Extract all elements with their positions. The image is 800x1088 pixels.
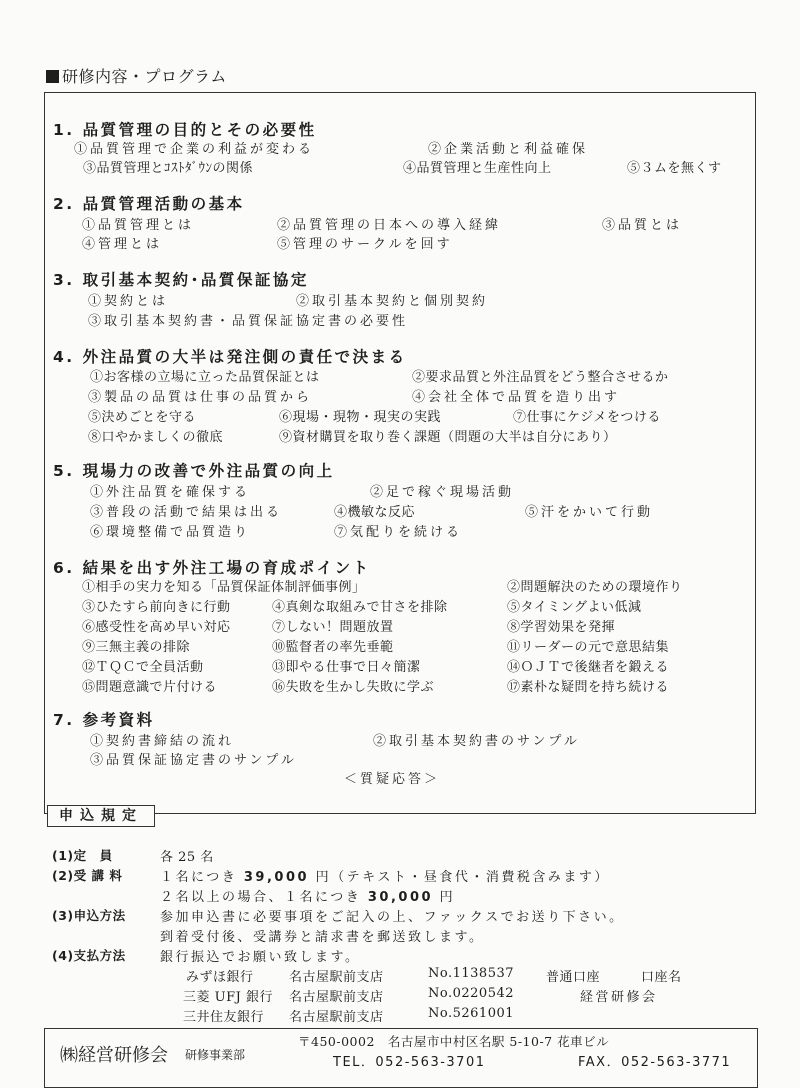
- section-5-item: ⑦気配りを続ける: [334, 525, 463, 540]
- bank-branch: 名古屋駅前支店: [289, 990, 384, 1005]
- section-4-item: ①お客様の立場に立った品質保証とは: [90, 370, 320, 385]
- address: 〒450-0002 名古屋市中村区名駅 5-10-7 花車ビル: [298, 1034, 610, 1049]
- section-6-item: ①相手の実力を知る「品質保証体制評価事例」: [82, 580, 366, 595]
- section-6-item: ⑥感受性を高め早い対応: [82, 620, 231, 635]
- section-1-item: ⑤３ムを無くす: [627, 161, 722, 176]
- department: 研修事業部: [185, 1048, 246, 1062]
- section-6-item: ②問題解決のための環境作り: [507, 580, 683, 595]
- method-line: 参加申込書に必要事項をご記入の上、ファックスでお送り下さい。: [160, 910, 625, 925]
- section-1-heading: 1. 品質管理の目的とその必要性: [53, 121, 317, 139]
- section-2-item: ①品質管理とは: [82, 218, 195, 233]
- section-2-heading: 2. 品質管理活動の基本: [53, 195, 245, 213]
- section-6-item: ⑧学習効果を発揮: [507, 620, 616, 635]
- section-5-item: ④機敏な反応: [334, 505, 416, 520]
- section-3-item: ③取引基本契約書・品質保証協定書の必要性: [88, 314, 409, 329]
- account-name: 経営研修会: [580, 990, 658, 1005]
- bank-name: みずほ銀行: [186, 970, 254, 985]
- section-5-item: ③普段の活動で結果は出る: [90, 505, 283, 520]
- section-1-item: ③品質管理とｺｽﾄﾀﾞｳﾝの関係: [83, 161, 254, 176]
- section-1-item: ②企業活動と利益確保: [428, 142, 589, 157]
- section-4-item: ④会社全体で品質を造り出す: [412, 390, 621, 405]
- section-5-item: ①外注品質を確保する: [90, 485, 251, 500]
- section-6-item: ⑰素朴な疑問を持ち続ける: [507, 680, 670, 695]
- section-2-item: ④管理とは: [82, 237, 163, 252]
- capacity-label: (1)定 員: [52, 848, 113, 863]
- section-4-item: ⑦仕事にケジメをつける: [513, 410, 661, 425]
- telephone: TEL．052-563-3701: [333, 1055, 486, 1070]
- section-7-item: ②取引基本契約書のサンプル: [373, 734, 580, 749]
- fee-label: (2)受 講 料: [52, 868, 123, 883]
- section-4-item: ③製品の品質は仕事の品質から: [88, 390, 313, 405]
- account-number: No.5261001: [428, 1006, 515, 1021]
- section-6-item: ③ひたすら前向きに行動: [82, 600, 231, 615]
- fee-text: 円: [433, 890, 456, 905]
- section-4-item: ②要求品質と外注品質をどう整合させるか: [412, 370, 669, 385]
- section-4-item: ⑧口やかましくの徹底: [88, 430, 224, 445]
- section-6-item: ⑨三無主義の排除: [82, 640, 191, 655]
- section-4-item: ⑨資材購買を取り巻く課題（問題の大半は自分にあり）: [279, 430, 617, 445]
- square-bullet-icon: [46, 70, 59, 83]
- fee-text: 円（テキスト・昼食代・消費税含みます）: [309, 870, 610, 885]
- section-5-item: ⑤汗をかいて行動: [525, 505, 654, 520]
- section-3-heading: 3. 取引基本契約･品質保証協定: [53, 271, 309, 289]
- section-5-item: ②足で稼ぐ現場活動: [370, 485, 515, 500]
- section-7-item: ①契約書締結の流れ: [90, 734, 235, 749]
- section-1-item: ①品質管理で企業の利益が変わる: [74, 142, 315, 157]
- section-7-heading: 7. 参考資料: [53, 711, 155, 729]
- section-6-item: ⑤タイミングよい低減: [507, 600, 642, 615]
- capacity-value: 各 25 名: [160, 850, 214, 865]
- section-6-item: ⑪リーダーの元で意思結集: [507, 640, 670, 655]
- section-6-item: ⑦しない！問題放置: [272, 620, 394, 635]
- program-header: [46, 64, 227, 87]
- qa-label: ＜質疑応答＞: [344, 772, 441, 787]
- section-5-heading: 5. 現場力の改善で外注品質の向上: [53, 462, 335, 480]
- section-4-heading: 4. 外注品質の大半は発注側の責任で決まる: [53, 348, 407, 366]
- bank-name: 三井住友銀行: [183, 1010, 265, 1025]
- section-5-item: ⑥環境整備で品質造り: [90, 525, 251, 540]
- section-4-item: ⑤決めごとを守る: [88, 410, 197, 425]
- section-6-heading: 6. 結果を出す外注工場の育成ポイント: [53, 559, 371, 577]
- section-3-item: ②取引基本契約と個別契約: [296, 294, 489, 309]
- payment-label: (4)支払方法: [52, 948, 126, 963]
- section-1-item: ④品質管理と生産性向上: [403, 161, 552, 176]
- section-2-item: ②品質管理の日本への導入経緯: [277, 218, 502, 233]
- section-6-item: ⑩監督者の率先垂範: [272, 640, 394, 655]
- section-2-item: ⑤管理のサークルを回す: [277, 237, 453, 252]
- fee-line-2: [160, 886, 455, 905]
- payment-line: 銀行振込でお願い致します。: [160, 950, 361, 965]
- fee-text: １名につき: [160, 870, 244, 885]
- section-6-item: ⑫ＴＱＣで全員活動: [82, 660, 204, 675]
- fee-amount: 30,000: [367, 890, 434, 905]
- account-number: No.1138537: [428, 966, 515, 981]
- fee-amount: 39,000: [243, 870, 310, 885]
- section-6-item: ⑯失敗を生かし失敗に学ぶ: [272, 680, 435, 695]
- section-7-item: ③品質保証協定書のサンプル: [90, 753, 297, 768]
- account-type: 普通口座: [546, 970, 601, 985]
- section-6-item: ⑭ＯＪＴで後継者を鍛える: [507, 660, 670, 675]
- rules-title: 申込規定: [47, 805, 155, 827]
- section-2-item: ③品質とは: [602, 218, 683, 233]
- bank-name: 三菱 UFJ 銀行: [183, 990, 273, 1005]
- section-6-item: ⑬即やる仕事で日々簡潔: [272, 660, 421, 675]
- fee-line-1: [160, 866, 610, 885]
- section-6-item: ⑮問題意識で片付ける: [82, 680, 218, 695]
- company-name: ㈱経営研修会: [60, 1045, 168, 1066]
- program-title: 研修内容・プログラム: [62, 67, 227, 86]
- fax: FAX．052-563-3771: [578, 1055, 732, 1070]
- bank-branch: 名古屋駅前支店: [289, 1010, 384, 1025]
- bank-branch: 名古屋駅前支店: [289, 970, 384, 985]
- section-3-item: ①契約とは: [88, 294, 169, 309]
- account-number: No.0220542: [428, 986, 515, 1001]
- section-6-item: ④真剣な取組みで甘さを排除: [272, 600, 448, 615]
- section-4-item: ⑥現場・現物・現実の実践: [279, 410, 442, 425]
- fee-text: ２名以上の場合、１名につき: [160, 890, 368, 905]
- method-line: 到着受付後、受講券と請求書を郵送致します。: [160, 930, 485, 945]
- account-name-label: 口座名: [641, 970, 682, 985]
- method-label: (3)申込方法: [52, 908, 126, 923]
